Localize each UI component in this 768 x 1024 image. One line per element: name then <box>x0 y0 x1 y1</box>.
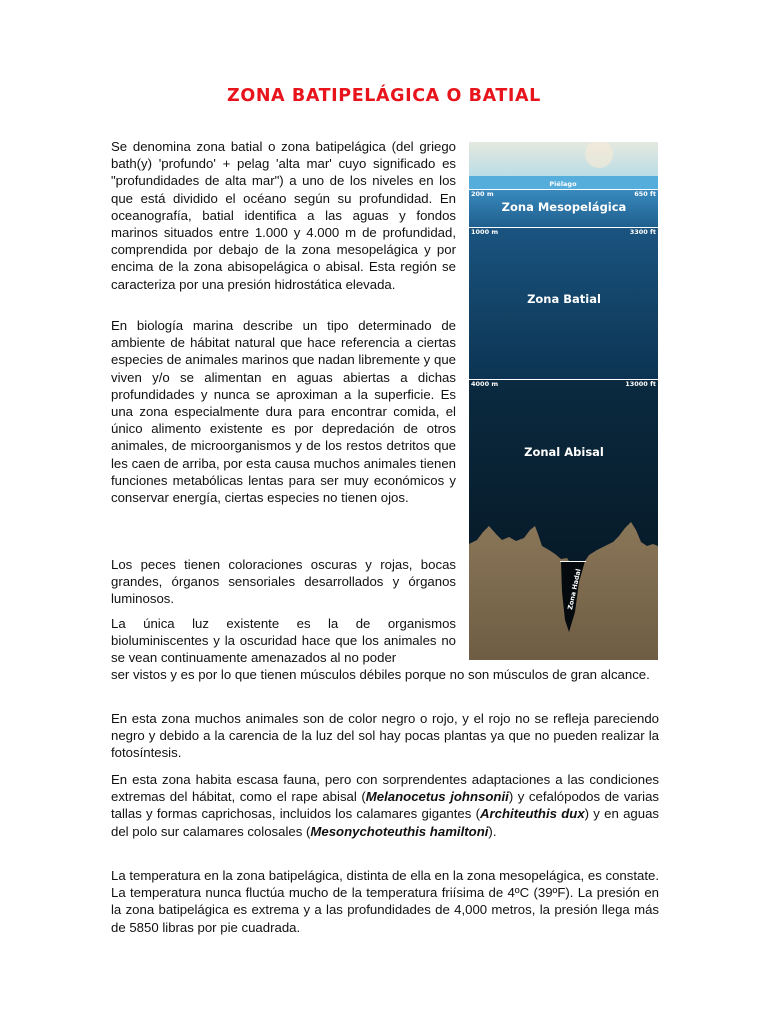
fauna-text-b: ) y cefalópodos de varias tallas y formas caprichosas, incluidos los calamares gigantes ( <box>111 789 659 822</box>
depth-1000-m: 1000 m <box>471 228 499 236</box>
fauna-text-c: ) y en aguas del polo sur calamares colosales ( <box>111 806 660 839</box>
paragraph-definition: Se denomina zona batial o zona batipelágica (del griego bath(y) 'profundo' + pelag 'alta mar' cuyo significado es "profundidades de alta mar") a uno de los niveles en los que está dividido el océano según su profundidad. En oceanografía, batial identifica a las aguas y fondos marinos situados entre 1.000 y 4.000 m de profundidad, comprendida por debajo de la zona mesopelágica y por encima de la zona abisopelágica o abisal. Esta región se caracteriza por una presión hidrostática elevada. <box>111 139 456 292</box>
paragraph-colors: En esta zona muchos animales son de color negro o rojo, y el rojo no se refleja pareciendo negro y debido a la carencia de la luz del sol hay pocas plantas ya que no pueden realizar la fotosíntesis. <box>111 711 659 761</box>
species-architeuthis: Architeuthis dux <box>480 806 585 822</box>
ocean-zones-svg <box>469 142 658 660</box>
zone-mesopelagica-label: Zona Mesopelágica <box>501 200 627 214</box>
species-mesonychoteuthis: Mesonychoteuthis hamiltoni <box>310 823 489 839</box>
paragraph-bioluminescence-continued: ser vistos y es por lo que tienen músculos débiles porque no son músculos de gran alcance. <box>111 667 650 682</box>
paragraph-fish-traits: Los peces tienen coloraciones oscuras y rojas, bocas grandes, órganos sensoriales desarrollados y órganos luminosos. <box>111 557 456 607</box>
depth-1000-ft: 3300 ft <box>629 228 656 236</box>
paragraph-habitat: En biología marina describe un tipo determinado de ambiente de hábitat natural que hace referencia a ciertas especies de animales marinos que nadan libremente y que viven y/o se alimentan en aguas abiertas a dichas profundidades y nunca se aproximan a la superficie. Es una zona especialmente dura para encontrar comida, el único alimento existente es por depredación de otros animales, de microorganismos y de los restos detritos que les caen de arriba, por esta causa muchos animales tienen funciones metabólicas lentas para ser muy económicos y conservar energía, ciertas especies no tienen ojos. <box>111 318 456 506</box>
paragraph-fauna <box>111 771 659 840</box>
paragraph-temperature: La temperatura en la zona batipelágica, distinta de ella en la zona mesopelágica, es constate. La temperatura nunca fluctúa mucho de la temperatura friísima de 4ºC (39ºF). La presión en la zona batipelágica es extrema y a las profundidades de 4,000 metros, la presión llega más de 5850 libras por pie cuadrada. <box>111 868 659 935</box>
depth-200-m: 200 m <box>471 190 494 198</box>
zone-abisal-label: Zonal Abisal <box>524 445 604 459</box>
zone-hadal-label: Zona Hadal <box>566 568 583 611</box>
ocean-zones-diagram <box>469 142 658 660</box>
sky-band <box>469 142 658 176</box>
zone-batial-label: Zona Batial <box>527 292 601 306</box>
fauna-text-d: ). <box>488 823 497 839</box>
pielago-label: Piélago <box>549 180 577 188</box>
depth-4000-m: 4000 m <box>471 380 499 388</box>
species-melanocetus: Melanocetus johnsonii <box>365 789 509 805</box>
depth-4000-ft: 13000 ft <box>625 380 656 388</box>
fauna-text-a: En esta zona habita escasa fauna, pero con sorprendentes adaptaciones a las condiciones extremas del hábitat, como el rape abisal ( <box>111 772 659 805</box>
page-title: ZONA BATIPELÁGICA O BATIAL <box>227 86 541 106</box>
depth-200-ft: 650 ft <box>634 190 656 198</box>
paragraph-bioluminescence: La única luz existente es la de organismos bioluminiscentes y la oscuridad hace que los animales no se vean continuamente amenazados al no poder <box>111 616 456 666</box>
